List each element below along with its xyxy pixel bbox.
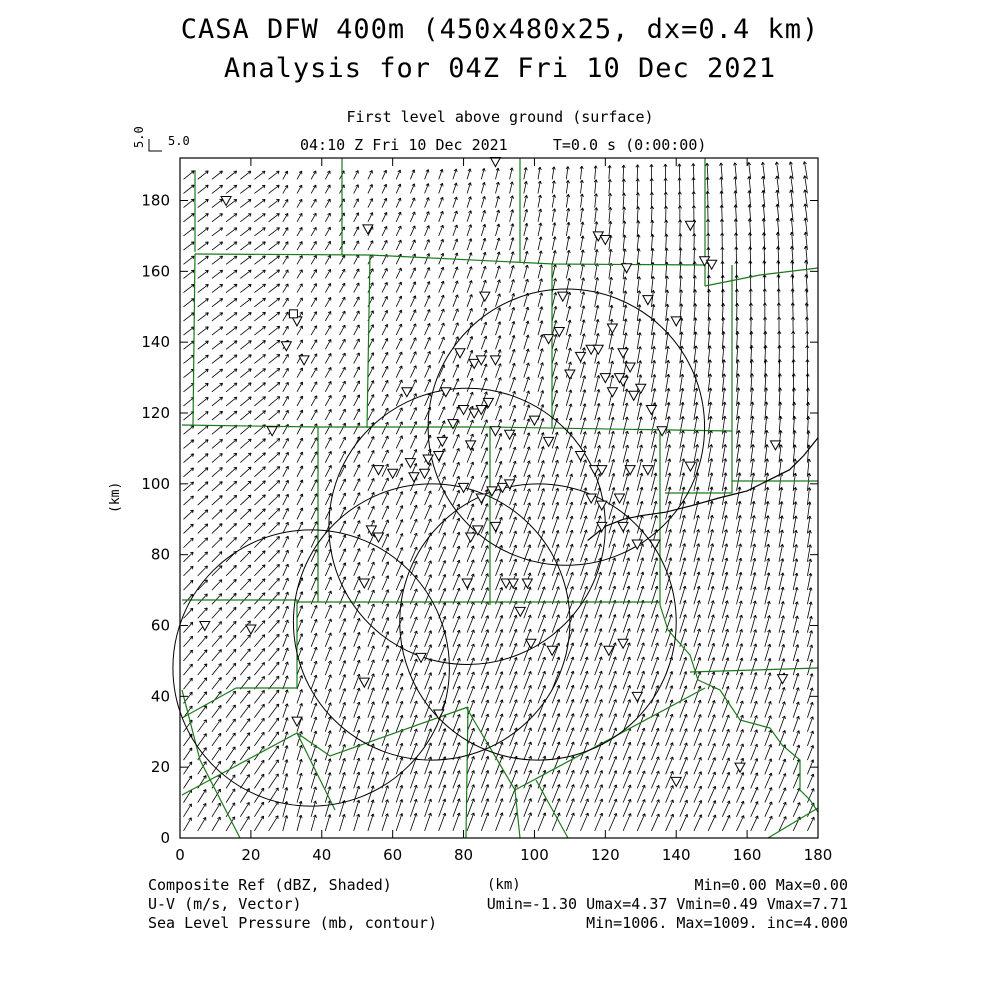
station-marker [469, 409, 479, 418]
station-marker [600, 374, 610, 383]
vector-ref-glyph [149, 139, 162, 151]
y-tick-label: 80 [150, 545, 170, 564]
level-label: First level above ground (surface) [346, 108, 654, 126]
station-square-marker [289, 310, 297, 318]
station-marker [685, 462, 695, 471]
station-marker [565, 370, 575, 379]
station-marker [246, 625, 256, 634]
station-marker [671, 317, 681, 326]
station-marker [455, 349, 465, 358]
station-marker [490, 427, 500, 436]
station-marker [281, 342, 291, 351]
station-marker [437, 437, 447, 446]
x-tick-label: 20 [241, 846, 261, 864]
station-marker [615, 494, 625, 503]
county-line [690, 668, 818, 672]
station-marker [576, 452, 586, 461]
station-marker [778, 675, 788, 684]
wind-vector-field [184, 162, 815, 831]
station-marker [441, 388, 451, 397]
station-marker [618, 522, 628, 531]
county-line [182, 425, 732, 431]
county-line [665, 265, 732, 493]
station-marker [373, 466, 383, 475]
station-marker [597, 466, 607, 475]
station-marker [657, 427, 667, 436]
x-tick-label: 120 [591, 846, 620, 864]
station-marker [508, 579, 518, 588]
station-marker [459, 483, 469, 492]
vector-reference [149, 139, 162, 151]
range-ring [293, 484, 569, 760]
x-tick-label: 60 [383, 846, 403, 864]
county-line [768, 808, 818, 838]
station-marker [622, 264, 632, 273]
station-marker [671, 777, 681, 786]
y-tick-label: 0 [160, 829, 170, 847]
station-marker [359, 678, 369, 687]
station-marker [490, 522, 500, 531]
station-marker [487, 487, 497, 496]
station-marker [480, 292, 490, 301]
station-marker [643, 466, 653, 475]
legend-wind-vector: U-V (m/s, Vector) [148, 895, 302, 913]
station-marker [629, 391, 639, 400]
y-tick-label: 180 [141, 191, 170, 210]
station-marker [544, 437, 554, 446]
station-marker [529, 416, 539, 425]
legend-composite-ref: Composite Ref (dBZ, Shaded) [148, 876, 392, 894]
station-marker [466, 533, 476, 542]
station-marker [388, 469, 398, 478]
station-marker [459, 405, 469, 414]
y-tick-label: 60 [150, 616, 170, 635]
station-marker [522, 579, 532, 588]
station-marker [359, 579, 369, 588]
station-marker [405, 459, 415, 468]
station-marker [618, 639, 628, 648]
y-tick-label: 160 [141, 262, 170, 281]
station-marker [221, 197, 231, 206]
station-marker [558, 292, 568, 301]
x-tick-label: 80 [454, 846, 474, 864]
station-marker [600, 235, 610, 244]
county-line [182, 707, 468, 795]
county-line [297, 733, 335, 810]
station-marker [469, 359, 479, 368]
x-axis-label: (km) [487, 877, 521, 893]
station-marker [373, 533, 383, 542]
x-tick-label: 160 [732, 846, 762, 864]
station-marker [434, 452, 444, 461]
county-line [193, 254, 195, 425]
y-axis-label: (km) [108, 481, 123, 513]
chart-subtitle-analysis-time: Analysis for 04Z Fri 10 Dec 2021 [223, 53, 777, 84]
x-tick-label: 100 [520, 846, 549, 864]
vector-ref-value: 5.0 [168, 134, 190, 148]
station-marker [618, 349, 628, 358]
x-tick-label: 40 [312, 846, 332, 864]
county-line [182, 600, 297, 688]
x-tick-label: 0 [175, 846, 185, 864]
station-marker [576, 352, 586, 361]
station-marker [402, 388, 412, 397]
station-marker [490, 356, 500, 365]
station-marker [409, 473, 419, 482]
station-marker [490, 158, 500, 167]
chart-title: CASA DFW 400m (450x480x25, dx=0.4 km) [180, 14, 820, 45]
x-tick-label: 140 [661, 846, 691, 864]
station-marker [632, 692, 642, 701]
valid-time-label: 04:10 Z Fri 10 Dec 2021 T=0.0 s (0:00:00) [300, 136, 707, 154]
station-marker [462, 579, 472, 588]
station-marker [607, 324, 617, 333]
station-marker [593, 345, 603, 354]
station-marker [625, 363, 635, 372]
station-marker [650, 540, 660, 549]
legend-wind-vector-range: Umin=-1.30 Umax=4.37 Vmin=0.49 Vmax=7.71 [486, 895, 848, 913]
station-marker [515, 607, 525, 616]
station-marker [735, 763, 745, 772]
y-tick-label: 140 [141, 333, 170, 352]
legend-sea-level-pressure: Sea Level Pressure (mb, contour) [148, 914, 437, 932]
legend-sea-level-pressure-range: Min=1006. Max=1009. inc=4.000 [586, 914, 848, 932]
station-marker [466, 441, 476, 450]
y-tick-label: 120 [141, 404, 170, 422]
station-marker [607, 388, 617, 397]
station-marker [625, 466, 635, 475]
y-tick-label: 20 [150, 758, 170, 777]
wind-vectors [184, 162, 815, 831]
vector-ref-label: 5.0 [132, 126, 146, 148]
y-tick-label: 100 [141, 474, 170, 493]
legend-composite-ref-range: Min=0.00 Max=0.00 [694, 876, 848, 894]
y-tick-label: 40 [150, 687, 170, 706]
station-marker [420, 469, 430, 478]
station-marker [200, 622, 210, 631]
station-marker [476, 494, 486, 503]
station-marker [643, 296, 653, 305]
station-marker [586, 494, 596, 503]
station-marker [646, 405, 656, 414]
x-tick-label: 180 [803, 846, 833, 864]
station-marker [299, 356, 309, 365]
